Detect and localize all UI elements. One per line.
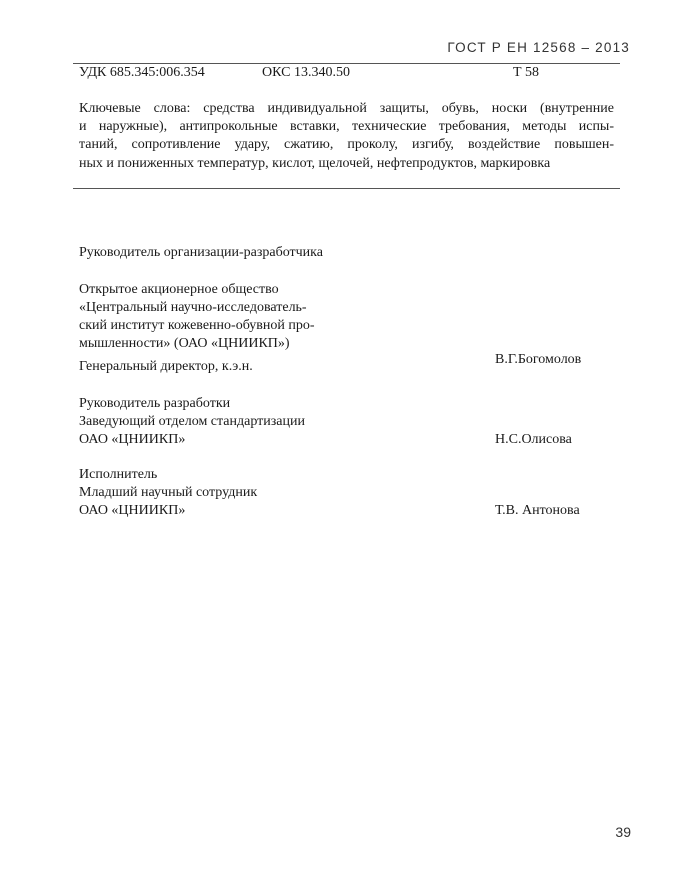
- development-lead-line: Заведующий отделом стандартизации: [79, 414, 305, 429]
- keywords-line: ных и пониженных температур, кислот, щелочей, нефтепродуктов, маркировка: [79, 155, 551, 171]
- header-rule: [73, 63, 620, 64]
- development-lead-line: Руководитель разработки: [79, 396, 231, 411]
- organization-name: [79, 281, 315, 353]
- development-lead-line: ОАО «ЦНИИКП»: [79, 432, 186, 447]
- keywords-rule: [73, 188, 620, 189]
- executor-name: Т.В. Антонова: [495, 503, 580, 518]
- org-head-label: Руководитель организации-разработчика: [79, 245, 323, 260]
- organization-line: «Центральный научно-исследователь-: [79, 300, 307, 315]
- director-title: Генеральный директор, к.э.н.: [79, 359, 253, 374]
- keywords-paragraph: [79, 100, 614, 173]
- organization-line: ский институт кожевенно-обувной про-: [79, 318, 315, 333]
- executor-line: Младший научный сотрудник: [79, 485, 258, 500]
- organization-line: Открытое акционерное общество: [79, 282, 279, 297]
- keywords-line: и наружные), антипрокольные вставки, технические требования, методы испы-: [79, 119, 614, 135]
- udk-code: УДК 685.345:006.354: [79, 65, 205, 80]
- oks-code: ОКС 13.340.50: [262, 65, 350, 80]
- t-code: Т 58: [513, 65, 540, 80]
- development-lead-block: [79, 395, 305, 449]
- keywords-line: Ключевые слова: средства индивидуальной защиты, обувь, носки (внутренние: [79, 101, 614, 116]
- director-name: В.Г.Богомолов: [495, 352, 582, 367]
- page-number: 39: [615, 824, 631, 840]
- executor-block: [79, 466, 257, 520]
- keywords-line: таний, сопротивление удару, сжатию, проколу, изгибу, воздействие повышен-: [79, 137, 614, 153]
- executor-line: ОАО «ЦНИИКП»: [79, 503, 186, 518]
- standard-designation: ГОСТ Р ЕН 12568 – 2013: [447, 40, 630, 55]
- organization-line: мышленности» (ОАО «ЦНИИКП»): [79, 336, 290, 351]
- development-lead-name: Н.С.Олисова: [495, 432, 572, 447]
- executor-line: Исполнитель: [79, 467, 158, 482]
